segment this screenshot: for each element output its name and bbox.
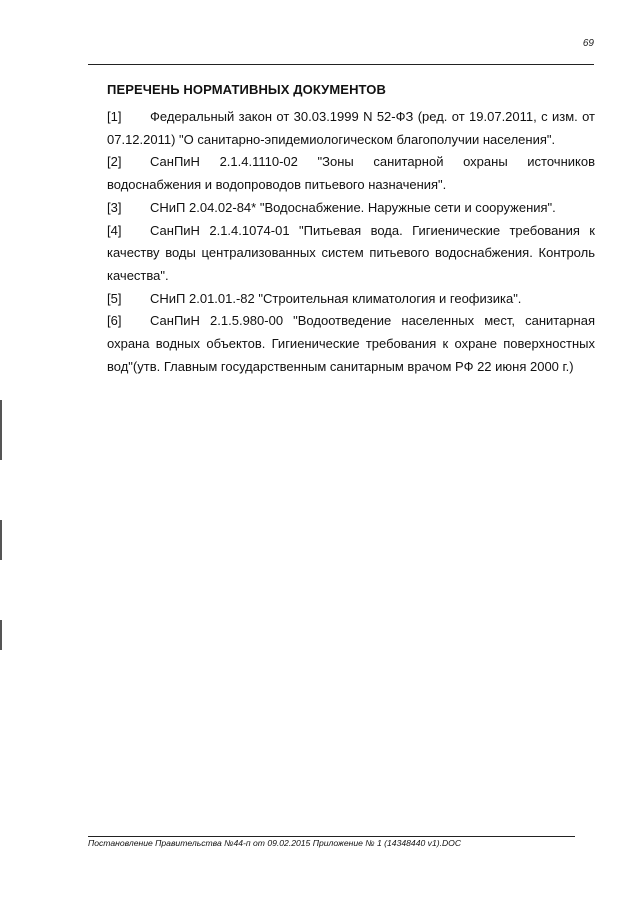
reference-number: [5] <box>107 290 122 306</box>
reference-text: СанПиН 2.1.4.1110-02 "Зоны санитарной охраны источников водоснабжения и водопроводов питьевого назначения". <box>107 154 595 193</box>
reference-item <box>107 288 595 311</box>
reference-list <box>107 106 595 378</box>
reference-number: [3] <box>107 199 122 215</box>
reference-number: [2] <box>107 154 122 170</box>
scan-edge-mark <box>0 400 2 460</box>
reference-text: СНиП 2.04.02-84* "Водоснабжение. Наружные сети и сооружения". <box>150 199 556 215</box>
reference-item <box>107 197 595 220</box>
scan-edge-mark <box>0 620 2 650</box>
reference-number: [4] <box>107 222 122 238</box>
reference-number: [1] <box>107 109 122 124</box>
reference-text: СНиП 2.01.01.-82 "Строительная климатология и геофизика". <box>150 290 522 306</box>
reference-item <box>107 220 595 288</box>
page-number: 69 <box>582 38 594 49</box>
reference-item <box>107 106 595 151</box>
footer-rule <box>88 836 575 837</box>
reference-item <box>107 151 595 196</box>
document-title: ПЕРЕЧЕНЬ НОРМАТИВНЫХ ДОКУМЕНТОВ <box>107 82 386 97</box>
reference-number: [6] <box>107 313 122 329</box>
footer-filename: Постановление Правительства №44-п от 09.02.2015 Приложение № 1 (14348440 v1).DOC <box>88 838 462 848</box>
reference-item <box>107 310 595 378</box>
reference-text: Федеральный закон от 30.03.1999 N 52-ФЗ (ред. от 19.07.2011, с изм. от 07.12.2011) "О санитарно-эпидемиологическом благополучии населения". <box>107 109 595 147</box>
scan-edge-mark <box>0 520 2 560</box>
reference-text: СанПиН 2.1.5.980-00 "Водоотведение населенных мест, санитарная охрана водных объектов. Гигиенические требования к охране поверхностных вод"(утв. Главным государственным санитарным врачом РФ 22 июня 2000 г.) <box>107 313 595 374</box>
reference-text: СанПиН 2.1.4.1074-01 "Питьевая вода. Гигиенические требования к качеству воды централизованных систем питьевого водоснабжения. Контроль качества". <box>107 222 595 283</box>
header-rule <box>88 64 594 65</box>
